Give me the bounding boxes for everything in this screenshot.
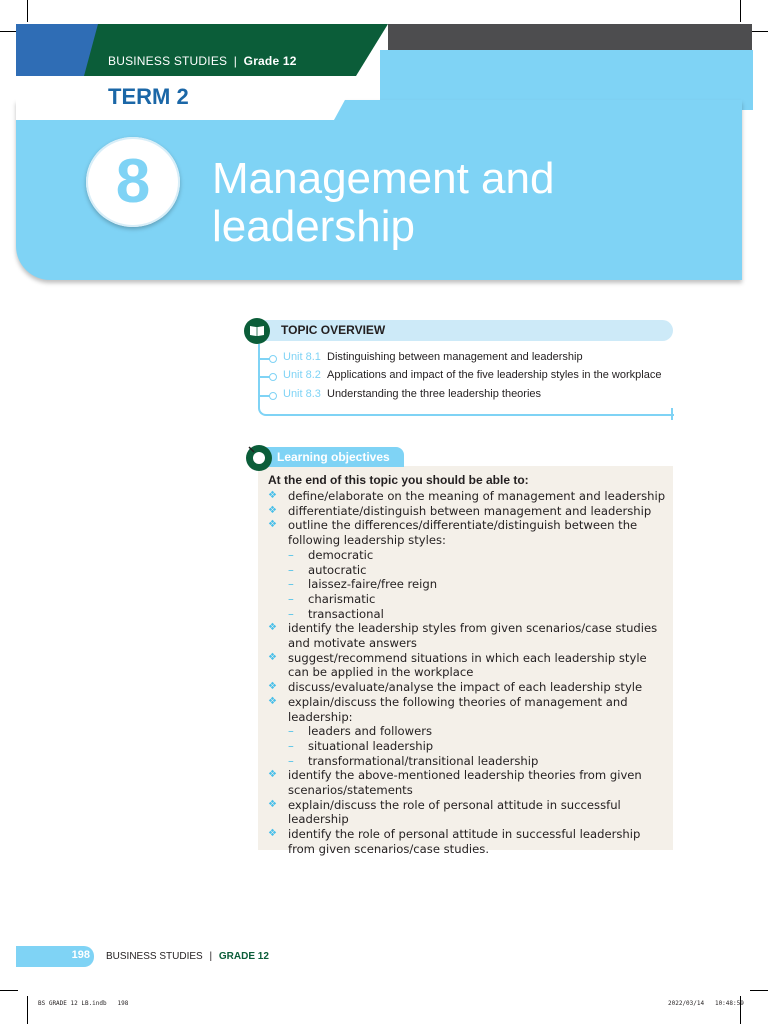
unit-row[interactable] <box>260 351 690 367</box>
book-icon <box>244 318 270 344</box>
objective-subitem-text: transformational/transitional leadership <box>308 753 539 768</box>
crop-mark <box>750 31 768 32</box>
unit-row[interactable] <box>260 369 690 385</box>
dash-bullet-icon: – <box>288 724 294 739</box>
crop-mark <box>27 0 28 22</box>
header-grey-strip <box>388 24 752 50</box>
dash-bullet-icon: – <box>288 562 294 577</box>
diamond-bullet-icon: ❖ <box>268 695 277 707</box>
header-grade: Grade 12 <box>243 54 297 68</box>
page-number: 198 <box>71 949 90 961</box>
diamond-bullet-icon: ❖ <box>268 798 277 810</box>
diamond-bullet-icon: ❖ <box>268 769 277 781</box>
header-subject: BUSINESS STUDIES <box>108 54 228 68</box>
chapter-title-line-2: leadership <box>212 202 416 251</box>
learning-objectives-heading: Learning objectives <box>277 450 390 464</box>
crop-mark <box>740 0 741 22</box>
header-separator: | <box>233 54 238 68</box>
objective-text: suggest/recommend situations in which each leadership style can be applied in the workplace <box>288 650 647 680</box>
crop-mark <box>750 990 768 991</box>
objective-subitem-text: autocratic <box>308 562 367 577</box>
print-slug-file: BS GRADE 12 LB.indb 198 <box>38 1000 129 1007</box>
objective-item <box>268 768 668 797</box>
objective-subitem-text: democratic <box>308 547 374 562</box>
learning-objectives-intro: At the end of this topic you should be able to: <box>268 473 529 487</box>
objective-item <box>268 651 668 680</box>
diamond-bullet-icon: ❖ <box>268 504 277 516</box>
objective-subitem <box>268 739 668 754</box>
objective-item <box>268 695 668 724</box>
objective-text: outline the differences/differentiate/distinguish between the following leadership styles: <box>288 518 638 548</box>
objective-text: differentiate/distinguish between management and leadership <box>288 503 652 518</box>
topic-overview-end-tick <box>671 408 673 420</box>
dash-bullet-icon: – <box>288 577 294 592</box>
footer-running-head <box>106 951 269 962</box>
chapter-title <box>212 155 692 251</box>
unit-label: Understanding the three leadership theories <box>327 388 542 400</box>
objective-text: identify the leadership styles from given scenarios/case studies and motivate answers <box>288 621 658 651</box>
objective-text: discuss/evaluate/analyse the impact of each leadership style <box>288 680 643 695</box>
diamond-bullet-icon: ❖ <box>268 519 277 531</box>
unit-label: Applications and impact of the five leadership styles in the workplace <box>327 369 662 381</box>
unit-dot-icon <box>269 392 277 400</box>
objective-subitem <box>268 724 668 739</box>
objective-item <box>268 680 668 695</box>
chapter-title-line-1: Management and <box>212 154 555 203</box>
crop-mark <box>27 996 28 1024</box>
unit-label: Distinguishing between management and leadership <box>327 351 583 363</box>
objective-text: explain/discuss the following theories of management and leadership: <box>288 694 628 724</box>
dash-bullet-icon: – <box>288 753 294 768</box>
unit-code: Unit 8.2 <box>283 369 321 381</box>
objective-item <box>268 518 668 547</box>
dash-bullet-icon: – <box>288 547 294 562</box>
objective-item <box>268 489 668 504</box>
diamond-bullet-icon: ❖ <box>268 651 277 663</box>
unit-dot-icon <box>269 373 277 381</box>
objective-subitem-text: charismatic <box>308 591 376 606</box>
dash-bullet-icon: – <box>288 738 294 753</box>
objective-text: define/elaborate on the meaning of management and leadership <box>288 489 666 503</box>
learning-objectives-list <box>268 489 668 857</box>
print-slug-timestamp: 2022/03/14 10:48:59 <box>668 1000 744 1007</box>
objective-subitem-text: leaders and followers <box>308 724 433 739</box>
footer-subject: BUSINESS STUDIES <box>106 951 203 962</box>
unit-row[interactable] <box>260 388 690 404</box>
topic-overview-heading: TOPIC OVERVIEW <box>281 323 386 337</box>
objective-subitem <box>268 548 668 563</box>
objective-item <box>268 827 668 856</box>
objective-subitem <box>268 754 668 769</box>
objective-item <box>268 621 668 650</box>
term-label: TERM 2 <box>108 84 189 109</box>
chapter-number: 8 <box>115 147 151 216</box>
objective-text: identify the role of personal attitude in successful leadership from given scenarios/case studies. <box>288 827 641 856</box>
diamond-bullet-icon: ❖ <box>268 622 277 634</box>
crop-mark <box>0 990 18 991</box>
objective-subitem-text: laissez-faire/free reign <box>308 577 438 592</box>
target-icon <box>246 445 272 471</box>
objective-text: explain/discuss the role of personal attitude in successful leadership <box>288 797 621 827</box>
dash-bullet-icon: – <box>288 606 294 621</box>
unit-dot-icon <box>269 355 277 363</box>
objective-subitem <box>268 592 668 607</box>
dash-bullet-icon: – <box>288 591 294 606</box>
footer-grade: GRADE 12 <box>218 951 269 962</box>
diamond-bullet-icon: ❖ <box>268 828 277 840</box>
objective-item <box>268 798 668 827</box>
objective-subitem-text: situational leadership <box>308 738 434 753</box>
unit-code: Unit 8.1 <box>283 351 321 363</box>
diamond-bullet-icon: ❖ <box>268 681 277 693</box>
footer-separator: | <box>209 951 213 962</box>
objective-item <box>268 504 668 519</box>
diamond-bullet-icon: ❖ <box>268 490 277 501</box>
objective-text: identify the above-mentioned leadership theories from given scenarios/statements <box>288 768 642 798</box>
objective-subitem <box>268 607 668 622</box>
header-subject-grade <box>108 54 297 68</box>
objective-subitem <box>268 577 668 592</box>
objective-subitem-text: transactional <box>308 606 384 621</box>
unit-code: Unit 8.3 <box>283 388 321 400</box>
objective-subitem <box>268 563 668 578</box>
